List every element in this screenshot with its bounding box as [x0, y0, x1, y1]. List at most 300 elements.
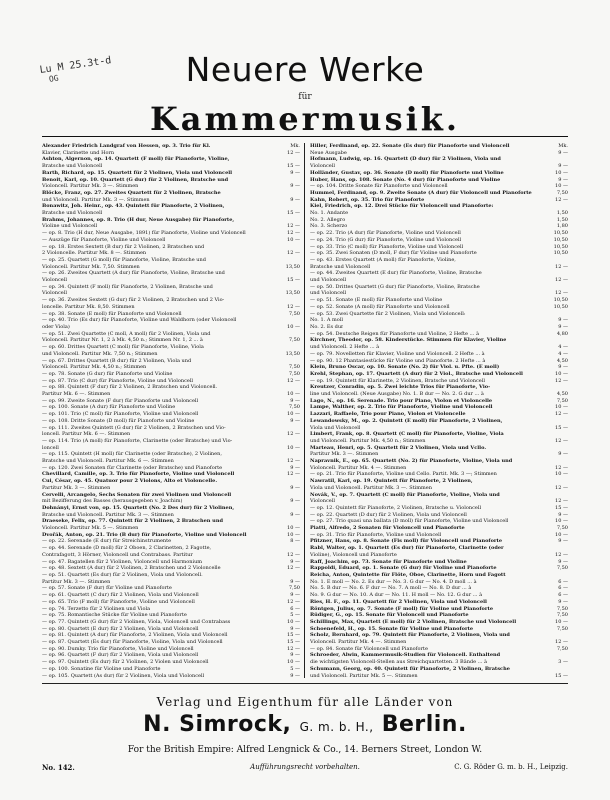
entry-title: Nawratil, Karl, op. 19. Quintett für Pianoforte, 2 Violinen,: [310, 478, 473, 485]
entry-title: Röntgen, Julius, op. 7. Sonate (F moll) für Violine und Pianoforte: [310, 605, 494, 612]
entry-title: Cui, César, op. 45. Quatuor pour 2 Violons, Alto et Violoncelle.: [42, 478, 218, 485]
catalog-entry: [310, 445, 568, 452]
entry-price: [565, 632, 568, 639]
entry-title: No. 1. Andante: [310, 210, 349, 217]
entry-price: [565, 666, 568, 673]
title-connector: für: [298, 92, 312, 102]
entry-title: und Violoncell. Partitur Mk. 7,50 n.; Stimmen: [42, 350, 158, 357]
entry-title: Viola und Violoncell. Partitur Mk. 3 —. Stimmen: [310, 484, 432, 491]
entry-price: 12 —: [555, 484, 568, 491]
catalog-entry: [310, 324, 568, 331]
entry-title: — op. 8. Trio (H dur, Neue Ausgabe, 1891) für Pianoforte, Violine und Violoncell: [42, 230, 246, 237]
entry-title: No. 2. Allegro: [310, 216, 346, 223]
entry-price: 12 —: [287, 230, 300, 237]
entry-title: Novák, V., op. 7. Quartett (C moll) für Pianoforte, Violine, Viola und: [310, 491, 500, 498]
catalog-entry: [310, 673, 568, 678]
catalog-entry: [310, 337, 568, 344]
catalog-entry: [310, 384, 568, 391]
entry-price: 15 —: [287, 163, 300, 170]
entry-price: [565, 257, 568, 264]
catalog-entry: [42, 358, 300, 365]
catalog-entry: [310, 250, 568, 257]
entry-price: 7,50: [288, 585, 300, 592]
entry-title: No. 5. B dur — No. 6. F dur — No. 7. A moll — No. 8. D dur ... à: [310, 585, 472, 592]
catalog-entry: [310, 244, 568, 251]
entry-price: [297, 505, 300, 512]
catalog-entry: [42, 619, 300, 626]
entry-price: [297, 156, 300, 163]
publisher-name: [0, 712, 610, 737]
catalog-entry: [42, 244, 300, 251]
entry-price: [297, 284, 300, 291]
catalog-entry: [42, 230, 300, 237]
catalog-entry: [310, 639, 568, 646]
entry-title: — op. 35. Zwei Sonaten (D moll, F dur) für Violine und Pianoforte: [310, 250, 477, 257]
entry-price: 9 —: [290, 464, 300, 471]
catalog-entry: [42, 177, 300, 184]
entry-title: Violoncell: [42, 290, 67, 297]
catalog-entry: [310, 592, 568, 599]
entry-title: — op. 80. Quartett (E dur) für 2 Violinen, Viola und Violoncell: [42, 625, 199, 632]
entry-price: 9 —: [290, 484, 300, 491]
entry-title: Krehl, Stephan, op. 17. Quartett (A dur) für 2 Viol., Bratsche und Violoncell: [310, 370, 523, 377]
entry-price: 5 —: [290, 612, 300, 619]
catalog-entry: [310, 612, 568, 619]
catalog-entry: [42, 632, 300, 639]
entry-price: 9 —: [290, 397, 300, 404]
entry-price: 15 —: [287, 639, 300, 646]
entry-title: — op. 53. Zwei Quartette für 2 Violinen, Viola und Violoncell:: [310, 310, 466, 317]
catalog-entry: [42, 404, 300, 411]
catalog-entry: [310, 143, 568, 150]
catalog-entry: [42, 364, 300, 371]
entry-price: 9 —: [558, 163, 568, 170]
catalog-entry: [42, 592, 300, 599]
catalog-entry: [310, 230, 568, 237]
entry-price: 7,50: [288, 337, 300, 344]
entry-title: — op. 22. Serenade (E dur) für Streichinstrumente: [42, 538, 172, 545]
entry-title: und Violoncell. Partitur Mk. 5 —. Stimmen: [310, 672, 418, 678]
entry-title: — op. 33. Trio (C moll) für Pianoforte, Violine und Violoncell: [310, 243, 464, 250]
entry-price: 7,50: [288, 364, 300, 371]
catalog-entry: [310, 606, 568, 613]
entry-title: — op. 100. Sonatine für Violine und Pianoforte: [42, 665, 161, 672]
entry-title: Violine), Violoncell und Pianoforte: [310, 551, 397, 558]
entry-title: Bratsche und Violoncell: [42, 163, 103, 170]
entry-title: Benoit, Karl, op. 10. Quartett (G dur) für 2 Violinen, Bratsche und: [42, 176, 229, 183]
entry-price: 7,50: [556, 189, 568, 196]
entry-price: 9 —: [558, 511, 568, 518]
entry-title: — op. 34. Quintett (F moll) für Pianoforte, 2 Violinen, Bratsche und: [42, 283, 213, 290]
entry-price: [565, 270, 568, 277]
entry-price: Mk.: [558, 143, 568, 149]
catalog-entry: [42, 445, 300, 452]
catalog-entry: [310, 277, 568, 284]
catalog-entry: [310, 217, 568, 224]
entry-title: Holländer, Gustav, op. 36. Sonate (D moll) für Pianoforte und Violine: [310, 169, 504, 176]
catalog-entry: [42, 532, 300, 539]
catalog-entry: [310, 532, 568, 539]
entry-price: [297, 384, 300, 391]
entry-price: 10 —: [287, 411, 300, 418]
catalog-entry: [310, 646, 568, 653]
entry-price: 10 —: [287, 531, 300, 538]
entry-title: line und Violoncell. (Neue Ausgabe) No. 1. B dur — No. 2. G dur ... à: [310, 391, 484, 398]
entry-price: [565, 418, 568, 425]
entry-title: Brahms, Johannes, op. 8. Trio (H dur, Neue Ausgabe) für Pianoforte,: [42, 216, 235, 223]
entry-title: — Auszüge für Pianoforte, Violine und Violoncell: [42, 236, 166, 243]
entry-price: [297, 244, 300, 251]
entry-price: 12 —: [287, 471, 300, 478]
entry-title: — op. 48. Sextett (A dur) für 2 Violinen, 2 Bratschen und 2 Violoncelle: [42, 565, 221, 572]
catalog-entry: [310, 284, 568, 291]
catalog-entry: [310, 545, 568, 552]
entry-price: [565, 572, 568, 579]
entry-title: — op. 77. Quintett (G dur) für 2 Violinen, Viola, Violoncell und Contrabass: [42, 618, 231, 625]
entry-price: 9 —: [290, 592, 300, 599]
entry-price: [565, 445, 568, 452]
entry-price: 10 —: [555, 183, 568, 190]
catalog-entry: [42, 203, 300, 210]
entry-price: [565, 384, 568, 391]
entry-price: 13,50: [285, 263, 300, 270]
entry-price: 12 —: [287, 645, 300, 652]
catalog-entry: [310, 391, 568, 398]
entry-price: 12 —: [287, 250, 300, 257]
entry-price: 9 —: [558, 538, 568, 545]
catalog-entry: [42, 652, 300, 659]
catalog-entry: [310, 572, 568, 579]
entry-title: und Violoncell: [310, 277, 347, 284]
catalog-entry: [310, 538, 568, 545]
entry-title: Violoncell. Partitur Nr. 1, 2 à Mk. 4,50 n.; Stimmen Nr. 1, 2 ... à: [42, 337, 203, 344]
entry-title: loncelle. Partitur Mk. 8,50. Stimmen: [42, 303, 135, 310]
entry-title: Ashton, Algernon, op. 14. Quartett (F moll) für Pianoforte, Violine,: [42, 156, 230, 163]
entry-price: [297, 478, 300, 485]
entry-price: 10 —: [555, 370, 568, 377]
entry-price: 15 —: [555, 672, 568, 678]
entry-title: Kahn, Robert, op. 35. Trio für Pianoforte: [310, 196, 425, 203]
catalog-entry: [42, 183, 300, 190]
entry-title: Kreutzer, Conradin, op. 5. Zwei leichte Trios für Pianoforte, Vio-: [310, 384, 491, 391]
entry-title: Alexander Friedrich Landgraf von Hessen, op. 3. Trio für Kl.: [42, 143, 211, 149]
entry-title: — op. 47. Bagatellen für 2 Violinen, Violoncell und Harmonium: [42, 558, 203, 565]
entry-price: 6 —: [290, 605, 300, 612]
catalog-entry: [42, 505, 300, 512]
catalog-entry: [310, 177, 568, 184]
entry-price: [297, 331, 300, 338]
catalog-entry: [42, 237, 300, 244]
entry-title: Draeseke, Felix, op. 77. Quintett für 2 Violinen, 2 Bratschen und: [42, 518, 223, 525]
entry-price: 7,50: [556, 397, 568, 404]
entry-title: Schroeder, Alwin, Kammermusik-Studien für Violoncell. Enthaltend: [310, 652, 501, 659]
catalog-entry: [310, 358, 568, 365]
catalog-entry: [310, 438, 568, 445]
entry-price: 7,50: [556, 605, 568, 612]
entry-title: Kiel, Friedrich, op. 12. Drei Stücke für Violoncell und Pianoforte:: [310, 203, 494, 210]
catalog-entry: [42, 512, 300, 519]
entry-price: [297, 545, 300, 552]
entry-price: 9 —: [290, 417, 300, 424]
entry-price: 10 —: [287, 525, 300, 532]
entry-price: 4,80: [556, 330, 568, 337]
catalog-entry: [42, 317, 300, 324]
header-rule: [42, 136, 568, 137]
catalog-entry: [310, 210, 568, 217]
entry-price: 12 —: [287, 598, 300, 605]
catalog-entry: [42, 150, 300, 157]
catalog-entry: [310, 599, 568, 606]
entry-price: 12 —: [555, 498, 568, 505]
entry-price: 7,50: [288, 310, 300, 317]
entry-title: — op. 81. Quintett (A dur) für Pianoforte, 2 Violinen, Viola und Violoncell: [42, 632, 228, 639]
entry-title: Klavier, Clarinette und Horn: [42, 149, 115, 156]
catalog-entry: [310, 492, 568, 499]
entry-price: 10 —: [287, 659, 300, 666]
entry-price: 15 —: [287, 210, 300, 217]
entry-title: — op. 114. Trio (A moll) für Pianoforte, Clarinette (oder Bratsche) und Vio-: [42, 437, 233, 444]
catalog-number: No. 142.: [42, 763, 75, 772]
stamp-line-1: Lu M 25.3t-d: [38, 55, 113, 77]
entry-title: Lewandowsky, M., op. 2. Quintett (E moll) für Pianoforte, 2 Violinen,: [310, 417, 503, 424]
entry-title: — op. 43. Erstes Quartett (A moll) für Pianoforte, Violine,: [310, 256, 456, 263]
entry-title: — op. 104. Dritte Sonate für Pianoforte und Violoncell: [310, 183, 448, 190]
entry-price: [565, 492, 568, 499]
catalog-entry: [42, 431, 300, 438]
entry-price: 10 —: [287, 444, 300, 451]
entry-price: 1,80: [556, 223, 568, 230]
entry-title: Violine und Violoncell: [42, 223, 98, 230]
entry-price: 12 —: [287, 149, 300, 156]
entry-price: 10 —: [287, 323, 300, 330]
rights-notice: Aufführungsrecht vorbehalten.: [250, 763, 360, 771]
entry-title: — op. 87. Quartett (Es dur) für Pianoforte, Violine, Viola und Violoncell: [42, 639, 223, 646]
entry-title: Huber, Hans, op. 108. Sonate (No. 4 dur) für Pianoforte und Violine: [310, 176, 501, 183]
catalog-entry: [42, 384, 300, 391]
catalog-entry: [42, 659, 300, 666]
entry-price: 10 —: [287, 391, 300, 398]
catalog-entry: [310, 297, 568, 304]
printer-imprint: C. G. Röder G. m. b. H., Leipzig.: [454, 763, 568, 771]
catalog-entry: [42, 626, 300, 633]
catalog-entry: [42, 311, 300, 318]
entry-title: — op. 105. Quartett (As dur) für 2 Violinen, Viola und Violoncell: [42, 672, 205, 678]
catalog-entry: [310, 525, 568, 532]
entry-title: Schoenefeld, H., op. 15. Sonate für Violine und Pianoforte: [310, 625, 474, 632]
entry-title: Partitur Mk. 3 —. Stimmen: [310, 451, 379, 458]
entry-title: No. 3. Scherzo: [310, 223, 348, 230]
entry-title: 2 Violoncelle. Partitur Mk. 8 —. Stimmen: [42, 250, 147, 257]
entry-price: 12 —: [287, 377, 300, 384]
catalog-entry: [42, 156, 300, 163]
entry-price: [297, 203, 300, 210]
entry-price: 7,50: [288, 404, 300, 411]
entry-price: 10,50: [553, 236, 568, 243]
entry-price: 9 —: [290, 625, 300, 632]
catalog-entry: [310, 163, 568, 170]
entry-title: — op. 51. Quartett (Es dur) für 2 Violinen, Viola und Violoncell.: [42, 572, 203, 578]
entry-price: 15 —: [555, 504, 568, 511]
entry-price: 4 —: [558, 344, 568, 351]
entry-title: — op. 115. Quintett (H moll) für Clarinette (oder Bratsche), 2 Violinen,: [42, 451, 222, 458]
catalog-entry: [42, 612, 300, 619]
catalog-entry: [310, 378, 568, 385]
entry-title: No. 9. G dur — No. 10. A dur — No. 11. H moll — No. 12. G dur ... à: [310, 592, 483, 599]
entry-price: 10,50: [553, 243, 568, 250]
entry-price: 4,50: [556, 391, 568, 398]
catalog-entry: [310, 183, 568, 190]
entry-price: 12 —: [287, 565, 300, 572]
entry-price: [297, 297, 300, 304]
entry-price: 4,50: [556, 357, 568, 364]
catalog-entry: [310, 666, 568, 673]
catalog-entry: [310, 505, 568, 512]
entry-price: 12 —: [555, 196, 568, 203]
entry-title: Neue Ausgabe: [310, 149, 347, 156]
entry-price: [297, 217, 300, 224]
entry-title: — op. 74. Terzetto für 2 Violinen und Viola: [42, 605, 151, 612]
entry-price: 12 —: [287, 431, 300, 438]
catalog-entry: [42, 418, 300, 425]
entry-title: und Violoncell. Partitur Mk. 4,50 n.; Stimmen: [310, 437, 426, 444]
entry-price: 7,50: [288, 370, 300, 377]
entry-title: Schumann, Georg, op. 40. Quintett für Pianoforte, 2 Violinen, Bratsche: [310, 665, 510, 672]
catalog-entry: [310, 585, 568, 592]
entry-price: 15 —: [555, 424, 568, 431]
entry-title: die wichtigsten Violoncell-Stellen aus Streichquartetten. 3 Bände ... à: [310, 659, 487, 666]
entry-price: [565, 545, 568, 552]
entry-title: Contrafagott, 3 Hörner, Violoncell und Contrabass. Partitur: [42, 551, 193, 558]
entry-title: — op. 97. Quintett (Es dur) für 2 Violinen, 2 Violen und Violoncell: [42, 659, 209, 666]
entry-price: 3 —: [558, 659, 568, 666]
catalog-entry: [42, 565, 300, 572]
catalog-entry: [42, 471, 300, 478]
entry-title: — op. 27. Trio quasi una ballata (D moll) für Pianoforte, Violine und Violoncell: [310, 518, 509, 525]
catalog-entry: [42, 197, 300, 204]
footer-rule: [42, 683, 568, 684]
catalog-entry: [42, 559, 300, 566]
entry-title: — op. 31. Trio für Pianoforte, Violine und Violoncell: [310, 531, 442, 538]
entry-title: Pfitzner, Hans, op. 8. Sonate (Fis moll) für Violoncell und Pianoforte: [310, 538, 503, 545]
entry-title: — op. 90. 12 Phantasiestücke für Violine und Pianoforte. 2 Hefte ... à: [310, 357, 486, 364]
entry-title: Bonawitz, Joh. Heinr., op. 43. Quintett für Pianoforte, 2 Violinen,: [42, 203, 225, 210]
catalog-entry: [42, 666, 300, 673]
entry-price: 9 —: [558, 598, 568, 605]
entry-title: Rappoldi, Eduard, op. 1. Sonate (G dur) für Violine und Pianoforte: [310, 565, 497, 572]
entry-price: 10 —: [287, 618, 300, 625]
entry-price: 5 —: [290, 665, 300, 672]
entry-price: 7,50: [556, 612, 568, 619]
entry-title: — op. 84. Sonate für Violoncell und Pianoforte: [310, 645, 428, 652]
entry-price: [297, 438, 300, 445]
entry-title: Violoncell. Partitur Mk. 3 —. Stimmen: [42, 183, 139, 190]
entry-title: Partitur Mk. 3 —. Stimmen: [42, 578, 111, 585]
catalog-entry: [42, 639, 300, 646]
entry-title: — op. 87. Trio (C dur) für Pianoforte, Violine und Violoncell: [42, 377, 194, 384]
entry-price: 12 —: [555, 639, 568, 646]
entry-title: Napravnik, E., op. 65. Quartett (No. 2) für Pianoforte, Violine, Viola und: [310, 458, 513, 465]
entry-price: 13,50: [285, 290, 300, 297]
entry-price: 10 —: [287, 236, 300, 243]
catalog-entry: [310, 498, 568, 505]
entry-price: 12 —: [555, 551, 568, 558]
entry-title: Violoncell: [310, 163, 335, 170]
catalog-entry: [310, 197, 568, 204]
catalog-entry: [310, 431, 568, 438]
entry-price: 6 —: [558, 592, 568, 599]
entry-title: Partitur Mk. 6 —. Stimmen: [42, 391, 111, 398]
entry-price: 12 —: [287, 458, 300, 465]
entry-title: Blöcke, Franz, op. 27. Zweites Quartett für 2 Violinen, Bratsche: [42, 189, 221, 196]
entry-price: [297, 257, 300, 264]
entry-price: [297, 358, 300, 365]
entry-title: Violoncell: [310, 498, 335, 505]
entry-price: 9 —: [290, 578, 300, 585]
catalog-entry: [42, 264, 300, 271]
entry-price: 10 —: [555, 471, 568, 478]
catalog-entry: [42, 331, 300, 338]
entry-price: [565, 431, 568, 438]
entry-title: No. 1. A moll: [310, 317, 343, 324]
catalog-entry: [42, 277, 300, 284]
page-title: Neuere Werke: [185, 50, 425, 89]
entry-title: — op. 18. Erstes Sextett (B dur) für 2 Violinen, 2 Bratschen und: [42, 243, 205, 250]
entry-price: [297, 425, 300, 432]
entry-title: — op. 57. Sonate (F dur) für Violine und Pianoforte: [42, 585, 172, 592]
catalog-entry: [310, 552, 568, 559]
entry-price: 10,50: [553, 297, 568, 304]
catalog-entry: [310, 257, 568, 264]
catalog-entry: [42, 270, 300, 277]
entry-title: Scholz, Bernhard, op. 79. Quintett für Pianoforte, 2 Violinen, Viola und: [310, 632, 510, 639]
entry-price: Mk.: [290, 143, 300, 149]
catalog-entry: [42, 143, 300, 150]
catalog-entry: [310, 304, 568, 311]
catalog-entry: [42, 492, 300, 499]
catalog-entry: [310, 317, 568, 324]
entry-title: Dvořák, Anton, op. 21. Trio (B dur) für Pianoforte, Violine und Violoncell: [42, 531, 247, 538]
entry-price: 12 —: [555, 377, 568, 384]
catalog-entry: [310, 411, 568, 418]
catalog-entry: [42, 324, 300, 331]
catalog-entry: [42, 304, 300, 311]
catalog-entry: [310, 471, 568, 478]
column-divider: [304, 143, 305, 678]
entry-price: 9 —: [290, 498, 300, 505]
catalog-entry: [42, 478, 300, 485]
catalog-entry: [42, 284, 300, 291]
catalog-entry: [42, 210, 300, 217]
entry-price: 7,50: [556, 565, 568, 572]
catalog-entry: [42, 518, 300, 525]
catalog-entry: [310, 626, 568, 633]
entry-price: [565, 478, 568, 485]
entry-title: und Violoncell: [310, 290, 347, 297]
entry-title: Cervelli, Arcangelo, Sechs Sonaten für zwei Violinen und Violoncell: [42, 491, 232, 498]
catalog-entry: [42, 606, 300, 613]
catalog-entry: [42, 257, 300, 264]
entry-title: — op. 12. Quintett für Pianoforte, 2 Violinen, Bratsche u. Violoncell: [310, 504, 482, 511]
entry-title: mit Bezifferung des Basses (herausgegeben v. Joachim): [42, 498, 183, 505]
catalog-entry: [42, 673, 300, 678]
catalog-entry: [42, 250, 300, 257]
catalog-entry: [42, 170, 300, 177]
entry-price: [297, 572, 300, 579]
publisher-city: Berlin.: [381, 712, 467, 737]
entry-title: Raff, Joachim, op. 73. Sonate für Pianoforte und Violine: [310, 558, 467, 565]
entry-title: Hofmann, Ludwig, op. 16. Quartett (D dur) für 2 Violinen, Viola und: [310, 156, 501, 163]
entry-price: [297, 344, 300, 351]
